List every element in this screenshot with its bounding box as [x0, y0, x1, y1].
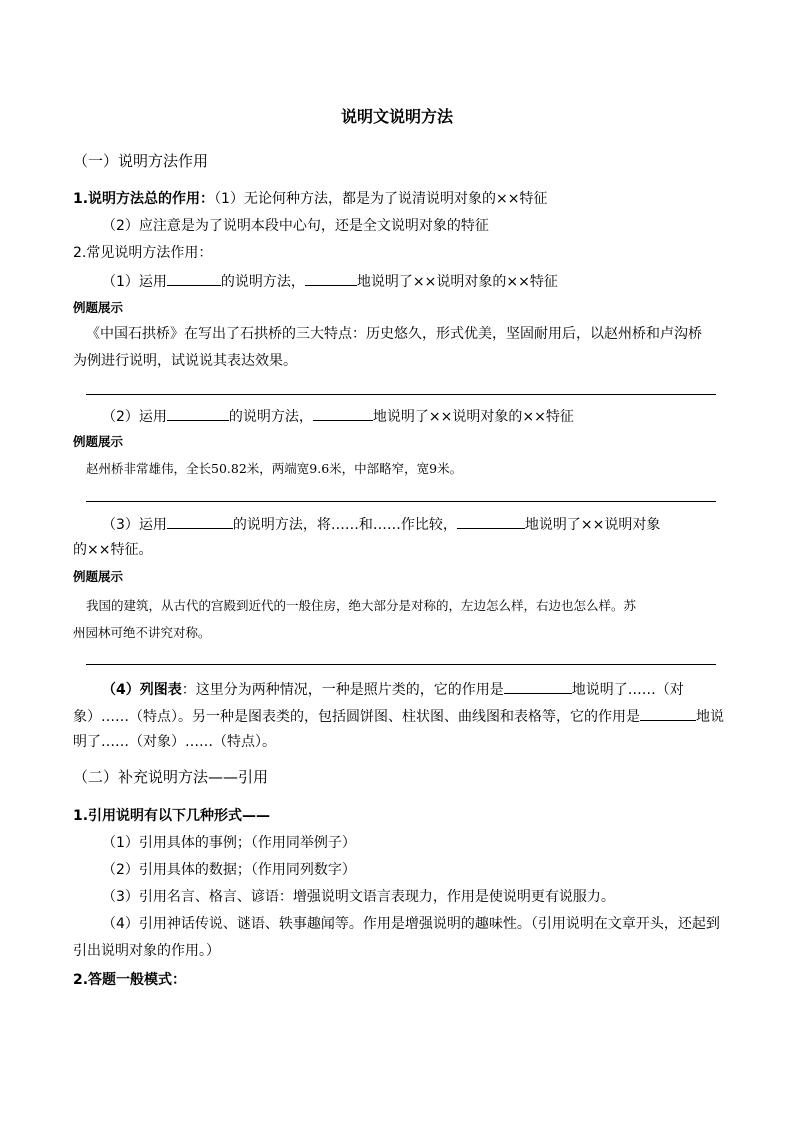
- item1-label: 1.说明方法总的作用：: [73, 191, 215, 207]
- item1-text-a: （1）无论何种方法，都是为了说清说明对象的××特征: [214, 191, 548, 207]
- method4-text-end: 地说明了……（对: [571, 682, 684, 698]
- method3-line: [102, 513, 660, 535]
- answer-line-2[interactable]: [86, 501, 716, 502]
- method3-blank-2[interactable]: [457, 513, 525, 529]
- example3-label: 例题展示: [73, 569, 124, 584]
- method4-text: ：这里分为两种情况，一种是照片类的，它的作用是: [181, 682, 504, 698]
- method4-blank-2[interactable]: [640, 705, 696, 721]
- method2-prefix: （2）运用: [102, 409, 167, 425]
- method2-blank-2[interactable]: [313, 405, 373, 421]
- method1-prefix: （1）运用: [102, 274, 167, 290]
- method4-line2-end: 地说: [696, 709, 724, 725]
- method1-suffix: 地说明了××说明对象的××特征: [356, 274, 558, 290]
- example3-line2: 州园林可绝不讲究对称。: [73, 625, 211, 640]
- section1-heading: （一）说明方法作用: [73, 152, 209, 170]
- method3-blank-1[interactable]: [167, 513, 233, 529]
- answer-line-3[interactable]: [86, 664, 716, 665]
- method2-blank-1[interactable]: [167, 405, 229, 421]
- example2-label: 例题展示: [73, 434, 124, 449]
- answer-line-1[interactable]: [86, 394, 716, 395]
- method4-blank-1[interactable]: [504, 678, 572, 694]
- item2-label: 2.常见说明方法作用：: [73, 245, 213, 261]
- method4-line2-text: 象）……（特点）。另一种是图表类的，包括圆饼图、柱状图、曲线图和表格等，它的作用是: [73, 709, 640, 725]
- quote-form-4: （4）引用神话传说、谜语、轶事趣闻等。作用是增强说明的趣味性。（引用说明在文章开头，还起到: [102, 916, 720, 932]
- item1-text-b: （2）应注意是为了说明本段中心句，还是全文说明对象的特征: [102, 218, 489, 234]
- example2-text: 赵州桥非常雄伟，全长50.82米，两端宽9.6米，中部略窄，宽9米。: [86, 461, 463, 476]
- method1-blank-2[interactable]: [305, 270, 357, 286]
- section2-heading: （二）补充说明方法——引用: [73, 768, 269, 786]
- quote-form-4-cont: 引出说明对象的作用。）: [73, 943, 220, 959]
- method2-suffix: 地说明了××说明对象的××特征: [372, 409, 574, 425]
- quote-form-1: （1）引用具体的事例；（作用同举例子）: [102, 835, 356, 851]
- answer-template-label: 2.答题一般模式：: [73, 972, 187, 988]
- example1-line1: 《中国石拱桥》在写出了石拱桥的三大特点：历史悠久，形式优美，坚固耐用后，以赵州桥和卢沟桥: [86, 326, 702, 342]
- method2-mid: 的说明方法，: [228, 409, 313, 425]
- method1-line: [102, 270, 558, 292]
- quote-form-2: （2）引用具体的数据；（作用同列数字）: [102, 862, 356, 878]
- method3-cont: 的××特征。: [73, 542, 153, 558]
- method4-line1: [102, 678, 684, 700]
- example3-line1: 我国的建筑，从古代的宫殿到近代的一般住房，绝大部分是对称的，左边怎么样，右边也怎么样。苏: [86, 598, 637, 613]
- quote-form-3: （3）引用名言、格言、谚语：增强说明文语言表现力，作用是使说明更有说服力。: [102, 889, 615, 905]
- example1-label: 例题展示: [73, 300, 124, 315]
- method1-blank-1[interactable]: [167, 270, 221, 286]
- method4-title: （4）列图表: [102, 682, 182, 698]
- method3-mid: 的说明方法，将……和……作比较，: [232, 517, 457, 533]
- method3-suffix: 地说明了××说明对象: [524, 517, 661, 533]
- method3-prefix: （3）运用: [102, 517, 167, 533]
- page-title: 说明文说明方法: [340, 107, 453, 126]
- method4-line3: 明了……（对象）……（特点）。: [73, 734, 276, 750]
- item1-line: [73, 189, 547, 209]
- method1-mid: 的说明方法，: [220, 274, 305, 290]
- example1-line2: 为例进行说明，试说说其表达效果。: [73, 353, 297, 369]
- method2-line: [102, 405, 574, 427]
- method4-line2: [73, 705, 724, 727]
- quote-forms-label: 1.引用说明有以下几种形式——: [73, 808, 271, 824]
